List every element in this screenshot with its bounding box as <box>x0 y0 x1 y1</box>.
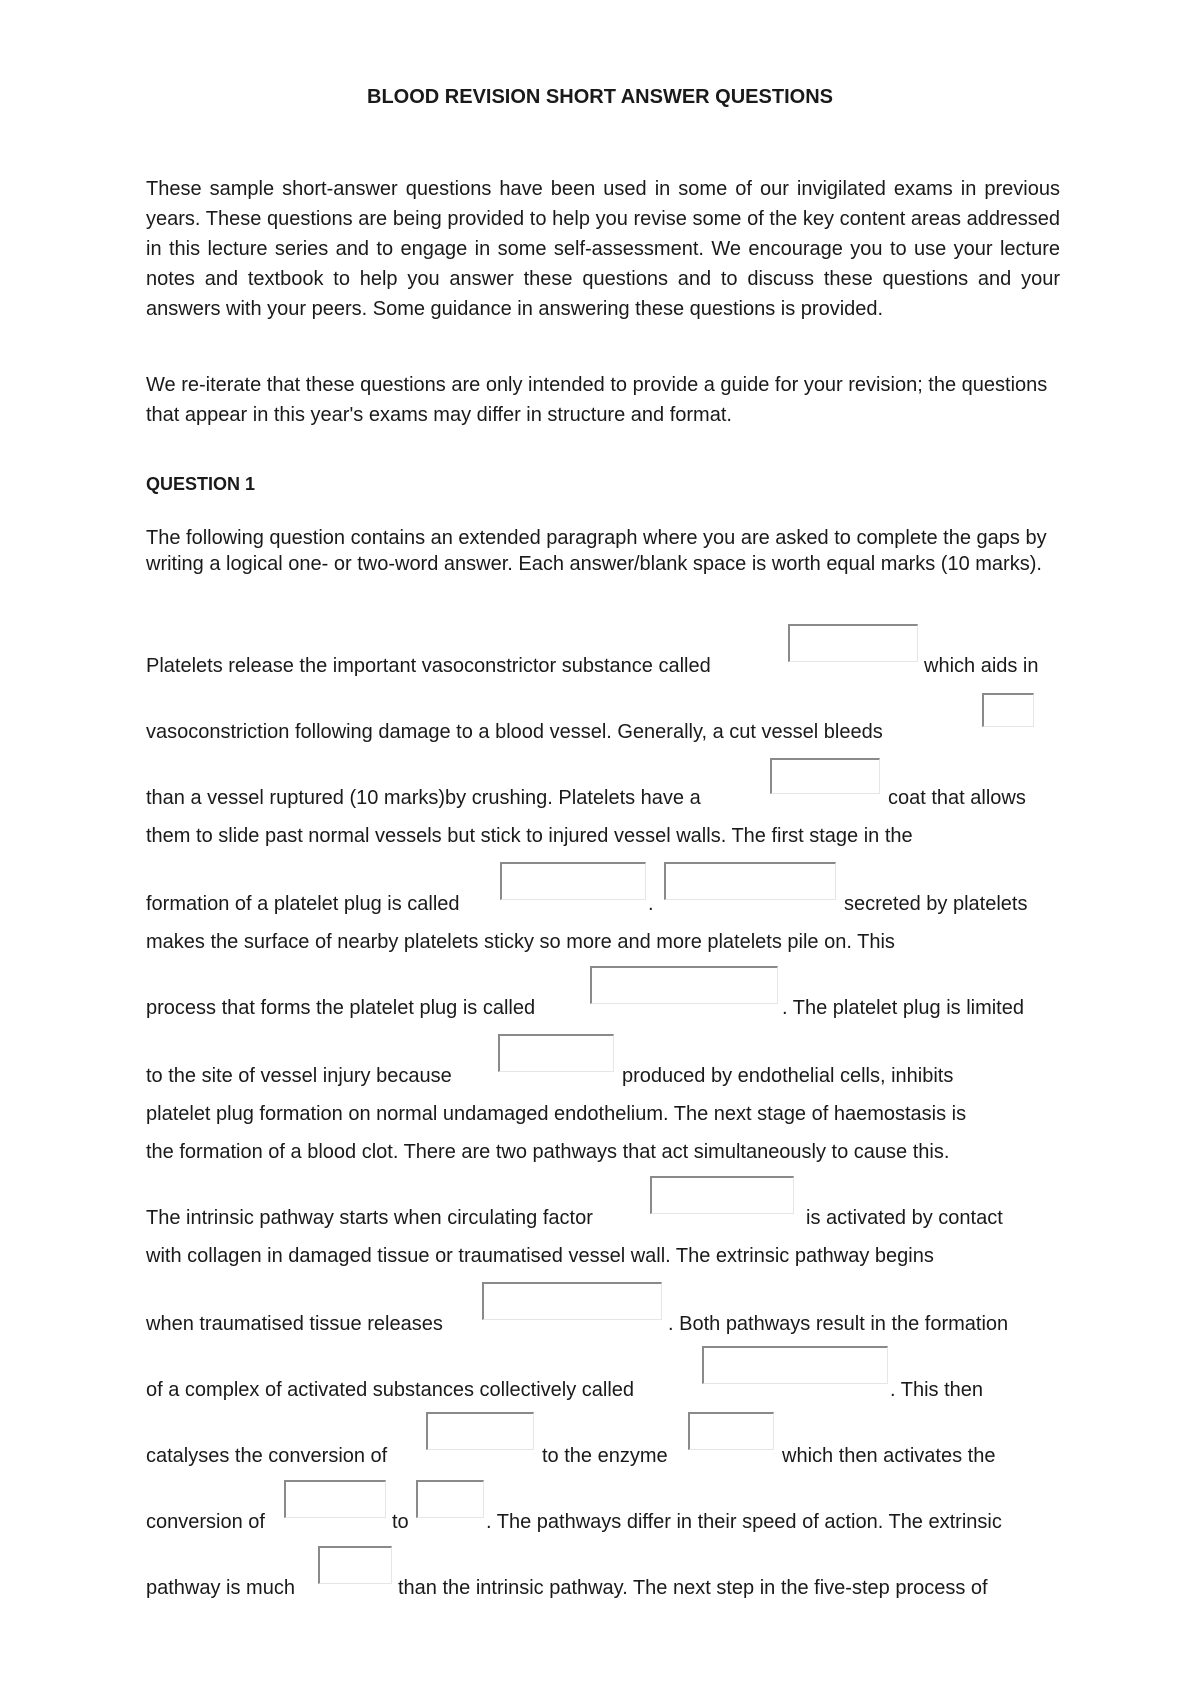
answer-blank-5[interactable] <box>664 862 836 900</box>
passage-text: than a vessel ruptured (10 marks)by crushing. Platelets have a <box>146 787 701 809</box>
answer-blank-7[interactable] <box>498 1034 614 1072</box>
passage-text: . The platelet plug is limited <box>782 997 1024 1019</box>
passage-text: . This then <box>890 1379 984 1401</box>
answer-blank-4[interactable] <box>500 862 646 900</box>
passage-text: makes the surface of nearby platelets sticky so more and more platelets pile on. This <box>146 931 895 953</box>
answer-blank-11[interactable] <box>426 1412 534 1450</box>
passage-text: . <box>648 893 654 915</box>
passage-text: Platelets release the important vasoconstrictor substance called <box>146 655 711 677</box>
passage-text: The intrinsic pathway starts when circulating factor <box>146 1207 593 1229</box>
question-1-instructions: The following question contains an extended paragraph where you are asked to complete the gaps by writing a logical one- or two-word answer. Each answer/blank space is worth equal marks (10 marks). <box>146 527 1047 575</box>
answer-blank-8[interactable] <box>650 1176 794 1214</box>
passage-text: pathway is much <box>146 1577 295 1599</box>
passage-text: to the enzyme <box>542 1445 668 1467</box>
intro-paragraph-1: These sample short-answer questions have been used in some of our invigilated exams in previous years. These questions are being provided to help you revise some of the key content areas addressed in this lecture series and to engage in some self-assessment. We encourage you to use your lecture notes and textbook to help you answer these questions and to discuss these questions and your answers with your peers. Some guidance in answering these questions is provided. <box>146 178 1060 320</box>
page-title: BLOOD REVISION SHORT ANSWER QUESTIONS <box>367 86 833 108</box>
passage-text: than the intrinsic pathway. The next step in the five-step process of <box>398 1577 988 1599</box>
answer-blank-13[interactable] <box>284 1480 386 1518</box>
answer-blank-1[interactable] <box>788 624 918 662</box>
passage-text: secreted by platelets <box>844 893 1028 915</box>
answer-blank-9[interactable] <box>482 1282 662 1320</box>
answer-blank-2[interactable] <box>982 693 1034 727</box>
passage-text: the formation of a blood clot. There are two pathways that act simultaneously to cause this. <box>146 1141 950 1163</box>
passage-text: them to slide past normal vessels but stick to injured vessel walls. The first stage in the <box>146 825 913 847</box>
passage-text: catalyses the conversion of <box>146 1445 388 1467</box>
passage-text: coat that allows <box>888 787 1026 809</box>
passage-text: . Both pathways result in the formation <box>668 1313 1009 1335</box>
passage-text: vasoconstriction following damage to a blood vessel. Generally, a cut vessel bleeds <box>146 721 883 743</box>
answer-blank-12[interactable] <box>688 1412 774 1450</box>
passage-text: with collagen in damaged tissue or traumatised vessel wall. The extrinsic pathway begins <box>146 1245 934 1267</box>
answer-blank-3[interactable] <box>770 758 880 794</box>
passage-text: formation of a platelet plug is called <box>146 893 460 915</box>
answer-blank-15[interactable] <box>318 1546 392 1584</box>
passage-text: of a complex of activated substances collectively called <box>146 1379 635 1401</box>
question-1-heading: QUESTION 1 <box>146 474 256 494</box>
passage-text: which then activates the <box>782 1445 996 1467</box>
passage-text: is activated by contact <box>806 1207 1003 1229</box>
passage-text: to the site of vessel injury because <box>146 1065 452 1087</box>
answer-blank-10[interactable] <box>702 1346 888 1384</box>
passage-text: when traumatised tissue releases <box>146 1313 443 1335</box>
answer-blank-14[interactable] <box>416 1480 484 1518</box>
passage-text: which aids in <box>924 655 1039 677</box>
passage-text: produced by endothelial cells, inhibits <box>622 1065 954 1087</box>
passage-text: . The pathways differ in their speed of action. The extrinsic <box>486 1511 1002 1533</box>
passage-text: process that forms the platelet plug is called <box>146 997 536 1019</box>
passage-text: conversion of <box>146 1511 265 1533</box>
intro-paragraph-2: We re-iterate that these questions are only intended to provide a guide for your revision; the questions that appear in this year's exams may differ in structure and format. <box>146 374 1048 426</box>
passage-text: to <box>392 1511 409 1533</box>
answer-blank-6[interactable] <box>590 966 778 1004</box>
passage-text: platelet plug formation on normal undamaged endothelium. The next stage of haemostasis is <box>146 1103 967 1125</box>
